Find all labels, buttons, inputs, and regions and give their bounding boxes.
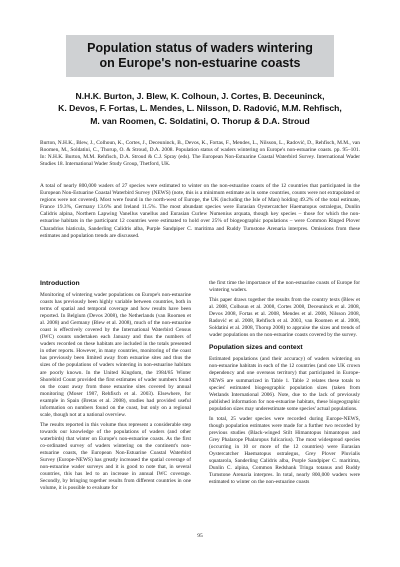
right-paragraph-2: This paper draws together the results from the country texts (Blew et al. 2008, Colhoun et al. 2008, Cortes 2008, Deceuninck et al. 2008, Devos 2008, Fortas et al. 2008, Mendes et al. 2008, Nilsson 2008, Radović et al. 2008, Rehfisch et al. 2003, van Roomen et al. 2008, Soldatini et al. 2008, Thorup 2008) to appraise the sizes and trends of wader populations on the non-estuarine coasts covered by the survey. [209,297,360,339]
abstract: A total of nearly 800,000 waders of 27 species were estimated to winter on the non-estuarine coasts of the 12 countries that participated in the European Non-Estuarine Coastal Waterbird Survey (NEWS) (note, this is a minimum estimate as in some countries, counts were not extrapolated or regions were not covered). Most were found in the north-west of Europe, the UK (including the Isle of Man) holding 49.2% of the total estimate, France 19.3%, Germany 13.6% and Ireland 11.5%. The most abundant species were Eurasian Oystercatcher Haematopus ostralegus, Dunlin Calidris alpina, Northern Lapwing Vanellus vanellus and Eurasian Curlew Numenius arquata, though key species – those for which the non-estuarine habitats in the participant 12 countries were estimated to hold over 25% of biogeographic populations – were Common Ringed Plover Charadrius hiaticula, Sanderling Calidris alba, Purple Sandpiper C. maritima and Ruddy Turnstone Arenaria interpres. Omissions from these estimates and population trends are discussed. [40,183,360,239]
paper-title-line-1: Population status of waders wintering [87,41,313,55]
title-banner [66,35,334,77]
right-paragraph-3: Estimated populations (and their accuracy) of waders wintering on non-estuarine habitats in each of the 12 countries (and one UK crown dependency and one overseas territory) that participated in Europe-NEWS are summarized in Table 1. Table 2 relates these totals to species' estimated biogeographic population sizes (taken from Wetlands International 2006). Note, due to the lack of previously published information for non-estuarine habitats, these biogeographic population sizes may underestimate some species' actual populations. [209,356,360,412]
page-number: 95 [197,533,203,539]
left-column [40,280,191,495]
author-line-2: K. Devos, F. Fortas, L. Mendes, L. Nilsson, D. Radović, M.M. Rehfisch, [58,103,342,114]
right-paragraph-1: the first time the importance of the non-estuarine coasts of Europe for wintering waders. [209,280,360,294]
paper-title-line-2: on Europe's non-estuarine coasts [99,56,301,70]
right-column [209,280,360,489]
introduction-paragraph-2: The results reported in this volume thus represent a considerable step towards our knowledge of the populations of waders (and other waterbirds) that winter on Europe's non-estuarine coasts. As the first co-ordinated survey of waders wintering on the continent's non-estuarine coasts, the European Non-Estuarine Coastal Waterbird Survey (Europe-NEWS) has greatly increased the spatial coverage of non-estuarine wader surveys and it is good to note that, in several countries, this has led to an increase in annual IWC coverage. Secondly, by bringing together results from different countries in one volume, it is possible to evaluate for [40,421,191,492]
introduction-heading: Introduction [40,280,80,287]
citation: Burton, N.H.K., Blew, J., Colhoun, K., Cortes, J., Deceuninck, B., Devos, K., Fortas, F., Mendes, L., Nilsson, L., Radović, D., Rehfisch, M.M., van Roomen, M., Soldatini, C., Thorup, O. & Stroud, D.A. 2008. Population status of waders wintering on Europe's non-estuarine coasts. pp. 95–101. In: N.H.K. Burton, M.M. Rehfisch, D.A. Stroud & C.J. Spray (eds). The European Non-Estuarine Coastal Waterbird Survey. International Wader Studies 18. International Wader Study Group, Thetford, UK. [40,140,360,168]
right-paragraph-4: In total, 25 wader species were recorded during Europe-NEWS, though population estimates were made for a further two recorded by previous studies (Black-winged Stilt Himantopus himantopus and Grey Phalarope Phalaropus fulicarius). The most widespread species (occurring in 10 or more of the 12 countries) were Eurasian Oystercatcher Haematopus ostralegus, Grey Plover Pluvialis squatarola, Sanderling Calidris alba, Purple Sandpiper C. maritima, Dunlin C. alpina, Common Redshank Tringa totanus and Ruddy Turnstone Arenaria interpres. In total, nearly 800,000 waders were estimated to winter on the non-estuarine coasts [209,415,360,486]
author-line-1: N.H.K. Burton, J. Blew, K. Colhoun, J. Cortes, B. Deceuninck, [75,91,325,101]
author-line-3: M. van Roomen, C. Soldatini, O. Thorup & D.A. Stroud [90,115,310,126]
population-sizes-heading: Population sizes and context [209,344,303,352]
introduction-paragraph-1: Monitoring of wintering wader populations on Europe's non-estuarine coasts has previously been highly variable between countries, both in terms of spatial and temporal coverage and how results have been reported. In Belgium (Devos 2008), the Netherlands (van Roomen et al. 2008) and Germany (Blew et al. 2008), much of the non-estuarine coast is effectively covered by the International Waterbird Census (IWC) counts undertaken each January and thus the numbers of waders recorded on these habitats are included in the totals presented in other reports. However, in many countries, monitoring of the coast has previously been limited away from estuarine sites and thus the sizes of the populations of waders wintering in non-estuarine habitats are poorly known. In the United Kingdom, the 1984/85 Winter Shorebird Count provided the first estimates of wader numbers found on the coast away from those estuarine sites covered by annual monitoring (Moser 1987, Rehfisch et al. 2003). Elsewhere, for example in Spain (Bretas et al. 2008), studies had provided useful information on numbers found on the coast, but only on a regional scale, though not at a national overview. [40,292,191,418]
author-list [40,90,360,127]
